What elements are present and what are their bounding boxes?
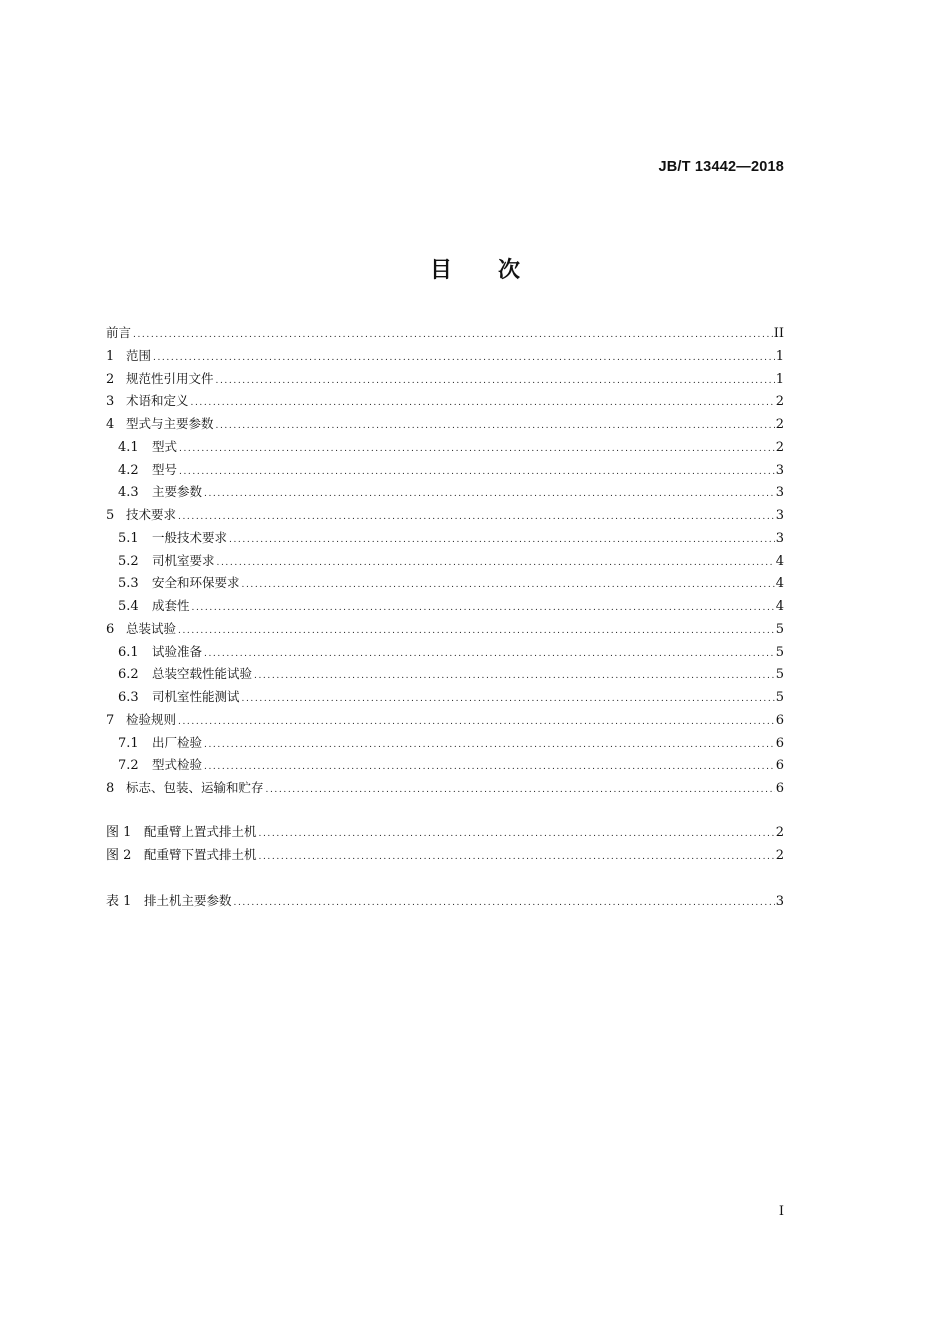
toc-entry[interactable] — [106, 710, 784, 730]
entry-label: 术语和定义 — [126, 393, 189, 408]
dot-leader — [266, 780, 775, 800]
entry-number: 5.1 — [118, 531, 139, 546]
entry-page: 5 — [775, 622, 784, 637]
figure-entry[interactable] — [106, 822, 784, 842]
entry-label: 司机室要求 — [152, 553, 215, 568]
toc-title-part2: 次 — [498, 258, 521, 283]
entry-page: 5 — [775, 667, 784, 682]
entry-page: 1 — [775, 372, 784, 387]
toc-entry[interactable] — [118, 482, 784, 502]
entry-page: 3 — [775, 485, 784, 500]
entry-page: 2 — [775, 440, 784, 455]
toc-entry[interactable] — [106, 619, 784, 639]
entry-page: 3 — [775, 508, 784, 523]
dot-leader — [191, 393, 775, 413]
dot-leader — [242, 689, 775, 709]
entry-page: 6 — [775, 713, 784, 728]
dot-leader — [178, 712, 775, 732]
entry-label: 型号 — [152, 462, 178, 477]
entry-label: 试验准备 — [152, 644, 203, 659]
toc-entry[interactable] — [106, 414, 784, 434]
entry-page: 2 — [775, 848, 784, 863]
entry-label: 出厂检验 — [152, 735, 203, 750]
toc-entry[interactable] — [118, 437, 784, 457]
entry-page: II — [773, 326, 784, 341]
dot-leader — [259, 847, 775, 867]
dot-leader — [254, 666, 775, 686]
entry-page: 4 — [775, 576, 784, 591]
entry-number: 6.1 — [118, 645, 139, 660]
toc-entry[interactable] — [106, 369, 784, 389]
toc-entry[interactable] — [118, 460, 784, 480]
entry-number: 表 1 — [106, 894, 132, 909]
table-entry[interactable] — [106, 891, 784, 911]
entry-label: 主要参数 — [152, 484, 203, 499]
dot-leader — [229, 530, 775, 550]
entry-label: 安全和环保要求 — [152, 575, 240, 590]
dot-leader — [234, 893, 775, 913]
dot-leader — [217, 553, 775, 573]
toc-entry[interactable] — [118, 755, 784, 775]
figure-entry[interactable] — [106, 845, 784, 865]
entry-number: 6 — [106, 622, 115, 637]
entry-label: 配重臂上置式排土机 — [144, 824, 257, 839]
entry-page: 3 — [775, 531, 784, 546]
entry-number: 4.3 — [118, 485, 139, 500]
entry-label: 总装空载性能试验 — [152, 666, 253, 681]
toc-entry[interactable] — [106, 323, 784, 343]
toc-entry[interactable] — [118, 642, 784, 662]
entry-number: 1 — [106, 349, 115, 364]
dot-leader — [259, 824, 775, 844]
entry-number: 5.4 — [118, 599, 139, 614]
entry-label: 技术要求 — [126, 507, 177, 522]
entry-number: 5.2 — [118, 554, 139, 569]
entry-number: 2 — [106, 372, 115, 387]
dot-leader — [192, 598, 775, 618]
toc-entry[interactable] — [118, 551, 784, 571]
entry-number: 7.2 — [118, 758, 139, 773]
toc-entry[interactable] — [118, 596, 784, 616]
entry-label: 型式与主要参数 — [126, 416, 214, 431]
toc-entry[interactable] — [118, 573, 784, 593]
toc-entry[interactable] — [118, 733, 784, 753]
dot-leader — [216, 416, 775, 436]
toc-title — [0, 253, 950, 284]
entry-label: 规范性引用文件 — [126, 371, 214, 386]
entry-page: 2 — [775, 417, 784, 432]
entry-page: 3 — [775, 463, 784, 478]
entry-label: 检验规则 — [126, 712, 177, 727]
dot-leader — [204, 484, 775, 504]
entry-page: 6 — [775, 736, 784, 751]
toc-entry[interactable] — [106, 505, 784, 525]
entry-number: 图 1 — [106, 825, 132, 840]
dot-leader — [242, 575, 775, 595]
entry-page: 5 — [775, 645, 784, 660]
entry-page: 4 — [775, 599, 784, 614]
dot-leader — [204, 757, 775, 777]
entry-label: 范围 — [126, 348, 152, 363]
entry-number: 4.2 — [118, 463, 139, 478]
dot-leader — [133, 325, 773, 345]
entry-page: 2 — [775, 825, 784, 840]
entry-number: 6.3 — [118, 690, 139, 705]
entry-label: 型式 — [152, 439, 178, 454]
entry-number: 5.3 — [118, 576, 139, 591]
entry-page: 5 — [775, 690, 784, 705]
dot-leader — [178, 621, 775, 641]
entry-number: 5 — [106, 508, 115, 523]
entry-page: 6 — [775, 758, 784, 773]
toc-entry[interactable] — [106, 346, 784, 366]
entry-page: 1 — [775, 349, 784, 364]
dot-leader — [153, 348, 775, 368]
toc-entry[interactable] — [106, 778, 784, 798]
dot-leader — [178, 507, 775, 527]
dot-leader — [179, 462, 775, 482]
entry-label: 一般技术要求 — [152, 530, 228, 545]
entry-label: 前言 — [106, 325, 132, 340]
entry-label: 成套性 — [152, 598, 190, 613]
entry-page: 4 — [775, 554, 784, 569]
entry-number: 4.1 — [118, 440, 139, 455]
toc-entry[interactable] — [106, 391, 784, 411]
entry-label: 型式检验 — [152, 757, 203, 772]
entry-number: 4 — [106, 417, 115, 432]
entry-number: 6.2 — [118, 667, 139, 682]
toc-entry[interactable] — [118, 687, 784, 707]
entry-page: 6 — [775, 781, 784, 796]
dot-leader — [204, 735, 775, 755]
entry-label: 总装试验 — [126, 621, 177, 636]
entry-number: 8 — [106, 781, 115, 796]
entry-page: 3 — [775, 894, 784, 909]
dot-leader — [204, 644, 775, 664]
entry-label: 司机室性能测试 — [152, 689, 240, 704]
dot-leader — [216, 371, 775, 391]
entry-label: 配重臂下置式排土机 — [144, 847, 257, 862]
entry-number: 图 2 — [106, 848, 132, 863]
entry-page: 2 — [775, 394, 784, 409]
toc-title-part1: 目 — [429, 258, 452, 283]
page-number: I — [778, 1204, 784, 1219]
entry-label: 排土机主要参数 — [144, 893, 232, 908]
entry-label: 标志、包装、运输和贮存 — [126, 780, 264, 795]
dot-leader — [179, 439, 775, 459]
entry-number: 7 — [106, 713, 115, 728]
toc-entry[interactable] — [118, 528, 784, 548]
entry-number: 7.1 — [118, 736, 139, 751]
toc-entry[interactable] — [118, 664, 784, 684]
standard-code: JB/T 13442—2018 — [658, 159, 784, 175]
entry-number: 3 — [106, 394, 115, 409]
